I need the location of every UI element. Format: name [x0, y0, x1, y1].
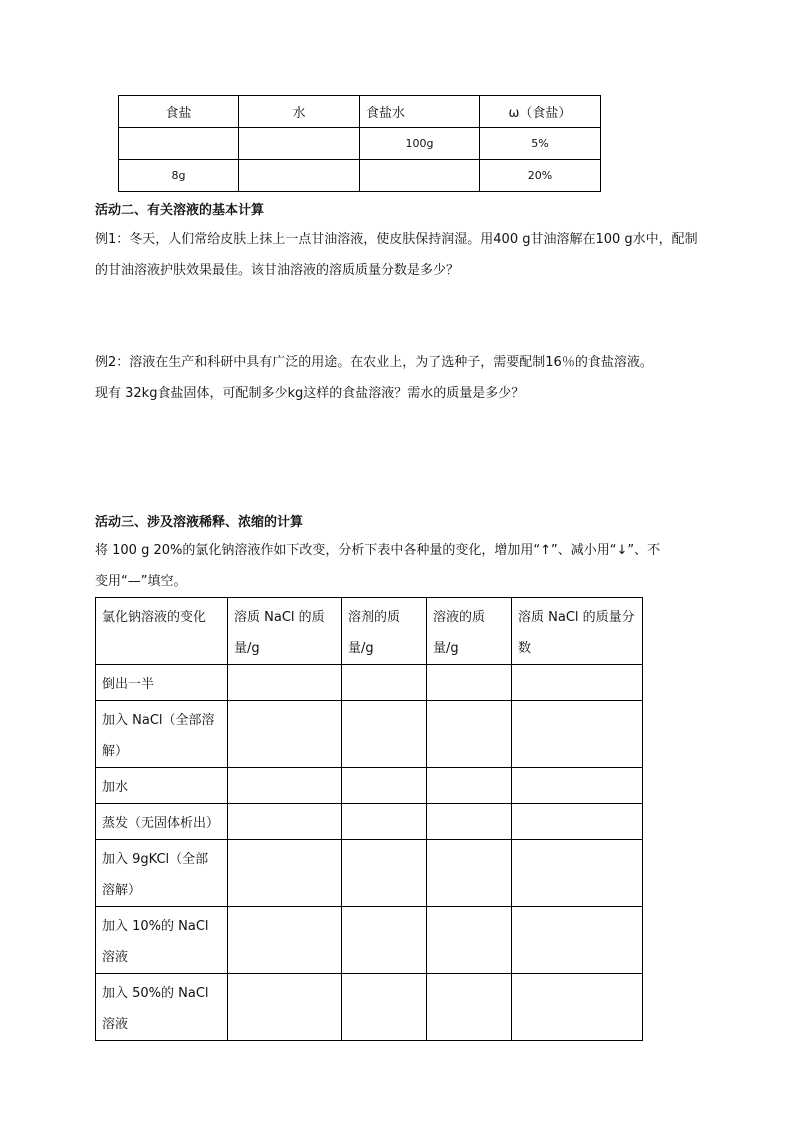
table-cell: 100g: [360, 128, 480, 160]
row-label: 加入 9gKCl（全部溶解）: [96, 840, 228, 907]
table-header-row: [96, 598, 643, 665]
table-header-cell: 溶质 NaCl 的质量/g: [228, 598, 342, 665]
table-row: [119, 160, 601, 192]
table-cell: 5%: [480, 128, 601, 160]
answer-cell[interactable]: [228, 768, 342, 804]
answer-cell[interactable]: [228, 907, 342, 974]
activity3-title: 活动三、涉及溶液稀释、浓缩的计算: [95, 515, 304, 530]
answer-cell[interactable]: [512, 840, 643, 907]
table-cell: 8g: [119, 160, 239, 192]
table-cell[interactable]: [239, 160, 360, 192]
table-header-cell: 食盐水: [360, 96, 480, 128]
answer-cell[interactable]: [228, 665, 342, 701]
table-row: [96, 701, 643, 768]
answer-cell[interactable]: [427, 907, 512, 974]
row-label: 蒸发（无固体析出）: [96, 804, 228, 840]
activity3-intro-line1: 将 100 g 20%的氯化钠溶液作如下改变，分析下表中各种量的变化，增加用“↑”、减小用“↓”、不: [95, 543, 661, 558]
row-label: 加入 10%的 NaCl 溶液: [96, 907, 228, 974]
table-row: [96, 804, 643, 840]
answer-cell[interactable]: [512, 665, 643, 701]
answer-cell[interactable]: [427, 840, 512, 907]
table-header-cell: 溶质 NaCl 的质量分数: [512, 598, 643, 665]
answer-cell[interactable]: [512, 701, 643, 768]
table-header-cell: 食盐: [119, 96, 239, 128]
example2-line1: 例2：溶液在生产和科研中具有广泛的用途。在农业上，为了选种子，需要配制16％的食盐溶液。: [95, 355, 653, 370]
answer-cell[interactable]: [342, 840, 427, 907]
activity2-title: 活动二、有关溶液的基本计算: [95, 203, 265, 218]
table-row: [96, 907, 643, 974]
activity3-intro-line2: 变用“—”填空。: [95, 574, 187, 589]
answer-cell[interactable]: [427, 665, 512, 701]
answer-cell[interactable]: [512, 804, 643, 840]
table-header-cell: 水: [239, 96, 360, 128]
answer-cell[interactable]: [342, 768, 427, 804]
example2-line2: 现有 32kg食盐固体，可配制多少kg这样的食盐溶液？需水的质量是多少？: [95, 386, 525, 401]
answer-cell[interactable]: [427, 768, 512, 804]
example1-text: 例1：冬天，人们常给皮肤上抹上一点甘油溶液，使皮肤保持润湿。用400 g甘油溶解在100 g水中，配制的甘油溶液护肤效果最佳。该甘油溶液的溶质质量分数是多少？: [95, 232, 698, 278]
answer-cell[interactable]: [427, 804, 512, 840]
nacl-change-table: [95, 597, 643, 1041]
salt-water-table: [118, 95, 601, 192]
answer-cell[interactable]: [427, 701, 512, 768]
row-label: 加水: [96, 768, 228, 804]
table-row: [119, 128, 601, 160]
answer-cell[interactable]: [512, 768, 643, 804]
answer-cell[interactable]: [342, 974, 427, 1041]
answer-cell[interactable]: [228, 701, 342, 768]
answer-cell[interactable]: [342, 907, 427, 974]
table-cell[interactable]: [239, 128, 360, 160]
table-row: [119, 96, 601, 128]
answer-cell[interactable]: [228, 840, 342, 907]
answer-cell[interactable]: [427, 974, 512, 1041]
row-label: 加入 50%的 NaCl 溶液: [96, 974, 228, 1041]
table-row: [96, 768, 643, 804]
row-label: 倒出一半: [96, 665, 228, 701]
answer-cell[interactable]: [342, 665, 427, 701]
table-row: [96, 840, 643, 907]
table-cell[interactable]: [360, 160, 480, 192]
answer-cell[interactable]: [228, 804, 342, 840]
answer-cell[interactable]: [512, 907, 643, 974]
row-label: 加入 NaCl（全部溶解）: [96, 701, 228, 768]
table-header-cell: 溶液的质量/g: [427, 598, 512, 665]
answer-cell[interactable]: [342, 701, 427, 768]
answer-cell[interactable]: [342, 804, 427, 840]
table-header-cell: ω（食盐）: [480, 96, 601, 128]
table-row: [96, 974, 643, 1041]
table-cell[interactable]: [119, 128, 239, 160]
table-row: [96, 665, 643, 701]
table-header-cell: 溶剂的质量/g: [342, 598, 427, 665]
answer-cell[interactable]: [228, 974, 342, 1041]
answer-cell[interactable]: [512, 974, 643, 1041]
table-cell: 20%: [480, 160, 601, 192]
table-header-cell: 氯化钠溶液的变化: [96, 598, 228, 665]
